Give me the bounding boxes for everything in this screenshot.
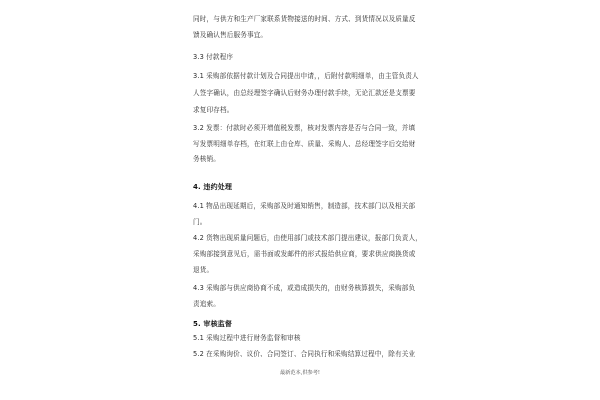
text-line: 责追索。 (193, 300, 220, 308)
text-line: 5.1 采购过程中进行财务监督和审核 (193, 334, 301, 342)
text-line: 4.1 物品出现延期后，采购部及时通知销售，制造部，技术部门以及相关部 (193, 202, 416, 210)
text-line: 采购部接到意见后，需书面或发邮件的形式报给供应商，要求供应商换货或 (193, 250, 416, 258)
text-line: 写发票明细单存档，在红联上由仓库、质量、采购人、总经理签字后交给财 (193, 140, 416, 148)
text-line: 门。 (193, 218, 207, 226)
text-line: 3.1 采购部依据付款计划及合同提出申请，，后附付款明细单，由主管负责人 (193, 72, 419, 80)
section-heading-4: 4. 违约处理 (193, 183, 233, 191)
page-footer: 最新范本,供参考! (279, 370, 321, 376)
section-heading-3-3: 3.3 付款程序 (193, 53, 234, 61)
section-heading-5: 5. 审核监督 (193, 320, 233, 328)
text-line: 3.2 发票：付款时必须开增值税发票，核对发票内容是否与合同一致，并填 (193, 124, 416, 132)
text-line: 务核销。 (193, 155, 220, 163)
text-line: 退货。 (193, 266, 214, 274)
text-line: 4.3 采购部与供应商协商不成，或造成损失的，由财务核算损失，采购部负 (193, 284, 416, 292)
text-line: 人签字确认，由总经理签字确认后财务办理付款手续，无论汇款还是支票要 (193, 89, 416, 97)
text-line: 求复印存档。 (193, 106, 234, 114)
text-line: 5.2 在采购询价、议价、合同签订、合同执行和采购结算过程中，除有关业 (193, 350, 416, 358)
text-line: 同时，与供方和生产厂家联系货物接送的时间、方式、到货情况以及质量反 (193, 15, 416, 23)
text-line: 馈及确认售后服务事宜。 (193, 31, 268, 39)
text-line: 4.2 货物出现质量问题后，由使用部门或技术部门提出建议，报部门负责人， (193, 234, 422, 242)
